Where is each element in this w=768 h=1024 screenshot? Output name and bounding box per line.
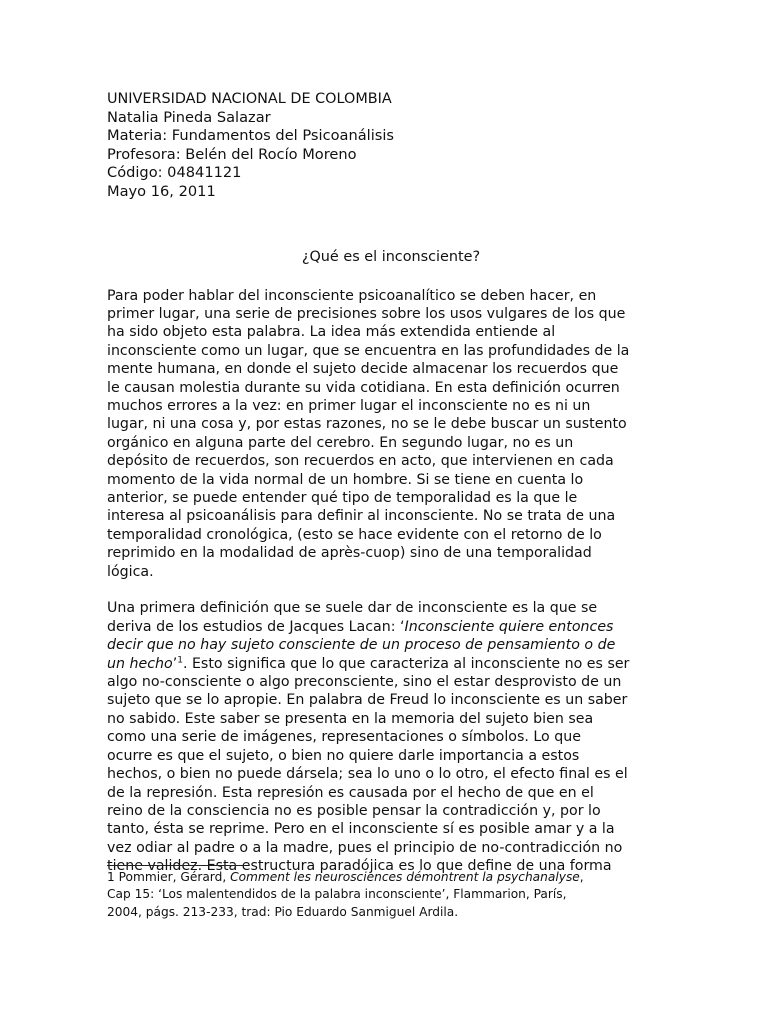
text-line: tiene validez. Esta estructura paradójica es lo que define de una forma [107,858,612,875]
text-line: muchos errores a la vez: en primer lugar el inconsciente no es ni un [107,398,591,414]
text-line: depósito de recuerdos, son recuerdos en acto, que intervienen en cada [107,453,614,470]
author-name: Natalia Pineda Salazar [107,108,271,126]
text-line: lugar, ni una cosa y, por estas razones, no se le debe buscar un sustento [107,416,627,433]
text-line: sujeto que se lo apropie. En palabra de Freud lo inconsciente es un saber [107,692,628,709]
course-subject: Materia: Fundamentos del Psicoanálisis [107,127,395,145]
text-line: hechos, o bien no puede dársela; sea lo uno o lo otro, el efecto final es el [107,766,628,783]
footnote-separator [107,865,245,866]
footnote-reference[interactable]: 1 [177,654,183,665]
text-line: no sabido. Este saber se presenta en la memoria del sujeto bien sea [107,710,594,727]
text-line: primer lugar, una serie de precisiones sobre los usos vulgares de los que [107,305,626,322]
text-run: . Esto significa que lo que caracteriza al inconsciente no es ser [182,655,630,672]
text-line: Para poder hablar del inconsciente psicoanalítico se deben hacer, en [107,287,597,304]
text-line: inconsciente como un lugar, que se encuentra en las profundidades de la [107,342,630,359]
quote-italic: decir que no hay sujeto consciente de un proceso de pensamiento o de [107,637,616,654]
professor-name: Profesora: Belén del Rocío Moreno [107,145,357,163]
paragraph-1 [107,287,663,582]
text-line: algo no-consciente o algo preconsciente, sino el estar desprovisto de un [107,674,622,691]
footnote-line: 2004, págs. 213-233, trad: Pio Eduardo Sanmiguel Ardila. [107,904,459,919]
page-body [107,90,663,876]
text-line: reprimido en la modalidad de après-cuop) sino de una temporalidad [107,545,592,562]
text-line: interesa al psicoanálisis para definir al inconsciente. No se trata de una [107,508,616,525]
document-title: ¿Qué es el inconsciente? [301,248,481,265]
text-line: le causan molestia durante su vida cotidiana. En esta definición ocurren [107,379,620,396]
document-header [107,90,663,202]
text-line [107,655,663,673]
text-line: Una primera definición que se suele dar de inconsciente es la que se [107,600,598,617]
text-line: momento de la vida normal de un hombre. Si se tiene en cuenta lo [107,471,584,488]
book-title: Comment les neurosciences démontrent la psychanalyse [230,870,580,884]
document-date: Mayo 16, 2011 [107,182,216,200]
text-run: , [579,870,584,884]
footnote [107,869,667,921]
university-name: UNIVERSIDAD NACIONAL DE COLOMBIA [107,91,392,107]
footnote-line [107,869,667,886]
footnote-line: Cap 15: ‘Los malentendidos de la palabra inconsciente’, Flammarion, París, [107,887,567,902]
text-line: tanto, ésta se reprime. Pero en el inconsciente sí es posible amar y a la [107,821,615,838]
quote-italic: Inconsciente quiere entonces [404,618,614,635]
text-line: ha sido objeto esta palabra. La idea más extendida entiende al [107,324,556,341]
text-line: orgánico en alguna parte del cerebro. En segundo lugar, no es un [107,434,574,451]
student-code: Código: 04841121 [107,164,242,182]
text-line: como una serie de imágenes, representaciones o símbolos. Lo que [107,729,581,746]
text-line: lógica. [107,563,154,580]
paragraph-2 [107,599,663,875]
text-line: reino de la consciencia no es posible pensar la contradicción y, por lo [107,802,601,819]
text-line: mente humana, en donde el sujeto decide almacenar los recuerdos que [107,361,619,378]
text-line [107,618,663,636]
text-line [107,636,663,654]
text-line: vez odiar al padre o a la madre, pues el principio de no-contradicción no [107,839,623,856]
text-line: ocurre es que el sujeto, o bien no quiere darle importancia a estos [107,747,580,764]
closing-quote: ’ [172,655,178,672]
text-line: temporalidad cronológica, (esto se hace evidente con el retorno de lo [107,526,602,543]
text-run: 1 Pommier, Gérard, [107,870,231,884]
text-line: anterior, se puede entender qué tipo de temporalidad es la que le [107,490,578,507]
quote-italic: un hecho [107,655,173,672]
text-run: deriva de los estudios de Jacques Lacan: ‘ [107,618,405,635]
text-line: de la represión. Esta represión es causada por el hecho de que en el [107,784,594,801]
